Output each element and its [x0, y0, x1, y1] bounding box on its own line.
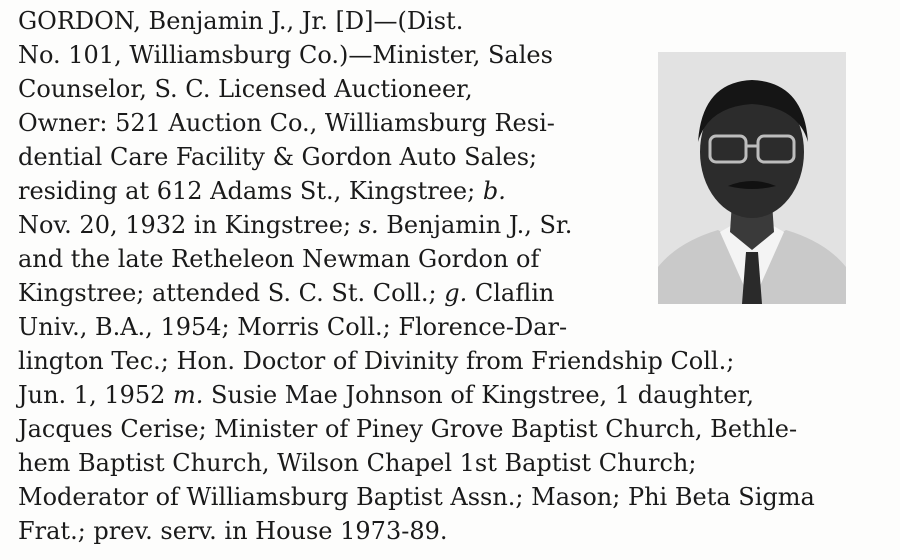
- bio-text: lington Tec.; Hon. Doctor of Divinity from Friendship Coll.;: [18, 347, 735, 375]
- bio-line-9: [18, 276, 658, 310]
- bio-text: Owner: 521 Auction Co., Williamsburg Resi-: [18, 109, 555, 137]
- bio-text: Jun. 1, 1952: [18, 381, 174, 409]
- bio-text: Kingstree; attended S. C. St. Coll.;: [18, 279, 445, 307]
- bio-text: residing at 612 Adams St., Kingstree;: [18, 177, 483, 205]
- bio-line-3: [18, 72, 658, 106]
- portrait-icon: [658, 52, 846, 304]
- bio-text: Benjamin J., Sr.: [378, 211, 573, 239]
- bio-text: Counselor, S. C. Licensed Auctioneer,: [18, 75, 473, 103]
- bio-text: dential Care Facility & Gordon Auto Sales;: [18, 143, 538, 171]
- bio-line-5: [18, 140, 658, 174]
- bio-line-14: [18, 446, 888, 480]
- bio-abbrev-born: b.: [482, 177, 506, 205]
- bio-line-2: [18, 38, 658, 72]
- bio-line-8: [18, 242, 658, 276]
- portrait-photo: [658, 52, 846, 304]
- bio-line-6: [18, 174, 658, 208]
- bio-text: hem Baptist Church, Wilson Chapel 1st Baptist Church;: [18, 449, 697, 477]
- bio-line-12: [18, 378, 888, 412]
- bio-abbrev-son: s.: [358, 211, 379, 239]
- bio-line-15: [18, 480, 888, 514]
- bio-line-7: [18, 208, 658, 242]
- bio-line-10: [18, 310, 658, 344]
- bio-text: Claflin: [467, 279, 555, 307]
- bio-line-16: [18, 514, 888, 548]
- bio-text: Moderator of Williamsburg Baptist Assn.; Mason; Phi Beta Sigma: [18, 483, 815, 511]
- bio-text: GORDON, Benjamin J., Jr. [D]—(Dist.: [18, 7, 464, 35]
- bio-text: Jacques Cerise; Minister of Piney Grove Baptist Church, Bethle-: [18, 415, 798, 443]
- bio-abbrev-graduated: g.: [444, 279, 468, 307]
- bio-line-11: [18, 344, 888, 378]
- bio-text: Susie Mae Johnson of Kingstree, 1 daughter,: [203, 381, 754, 409]
- bio-text: No. 101, Williamsburg Co.)—Minister, Sales: [18, 41, 553, 69]
- bio-text: Frat.; prev. serv. in House 1973-89.: [18, 517, 448, 545]
- bio-line-4: [18, 106, 658, 140]
- bio-text: and the late Retheleon Newman Gordon of: [18, 245, 540, 273]
- bio-line-1: [18, 4, 658, 38]
- bio-line-13: [18, 412, 888, 446]
- bio-text: Nov. 20, 1932 in Kingstree;: [18, 211, 359, 239]
- bio-text: Univ., B.A., 1954; Morris Coll.; Florence-Dar-: [18, 313, 568, 341]
- bio-abbrev-married: m.: [173, 381, 204, 409]
